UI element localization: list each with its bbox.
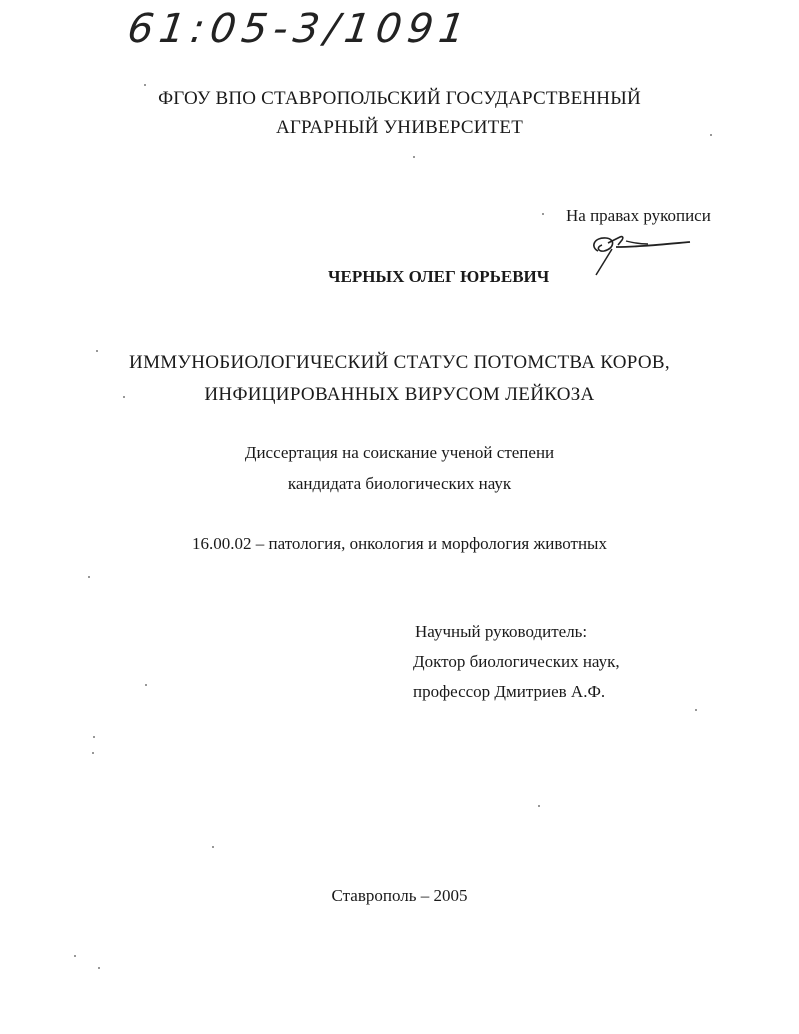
author-signature <box>586 225 696 280</box>
scan-speck <box>695 709 697 711</box>
university-name-line-2: АГРАРНЫЙ УНИВЕРСИТЕТ <box>275 117 524 138</box>
place-and-year: Ставрополь – 2005 <box>331 886 468 905</box>
scan-speck <box>710 134 712 136</box>
scan-speck <box>88 576 90 578</box>
handwritten-archive-number: 61:05-3/1091 <box>124 6 474 52</box>
supervisor-name: профессор Дмитриев А.Ф. <box>413 682 606 701</box>
specialty-code: 16.00.02 – патология, онкология и морфология животных <box>192 534 607 553</box>
scan-speck <box>92 752 94 754</box>
scan-speck <box>144 84 146 86</box>
university-name-line-1: ФГОУ ВПО СТАВРОПОЛЬСКИЙ ГОСУДАРСТВЕННЫЙ <box>158 88 641 109</box>
scan-speck <box>123 396 125 398</box>
scan-speck <box>145 684 147 686</box>
dissertation-title-line-2: ИНФИЦИРОВАННЫХ ВИРУСОМ ЛЕЙКОЗА <box>204 384 595 405</box>
dissertation-type-line-2: кандидата биологических наук <box>287 474 512 493</box>
author-name: ЧЕРНЫХ ОЛЕГ ЮРЬЕВИЧ <box>328 267 550 286</box>
scan-speck <box>93 736 95 738</box>
scan-speck <box>98 967 100 969</box>
scan-speck <box>413 156 415 158</box>
scan-speck <box>538 805 540 807</box>
scan-speck <box>74 955 76 957</box>
supervisor-degree: Доктор биологических наук, <box>413 652 620 671</box>
rights-note: На правах рукописи <box>566 206 711 225</box>
scan-speck <box>212 846 214 848</box>
dissertation-title-line-1: ИММУНОБИОЛОГИЧЕСКИЙ СТАТУС ПОТОМСТВА КОРОВ, <box>129 352 670 373</box>
dissertation-type-line-1: Диссертация на соискание ученой степени <box>244 443 555 462</box>
scan-speck <box>542 213 544 215</box>
supervisor-label: Научный руководитель: <box>415 622 588 641</box>
scan-speck <box>96 350 98 352</box>
